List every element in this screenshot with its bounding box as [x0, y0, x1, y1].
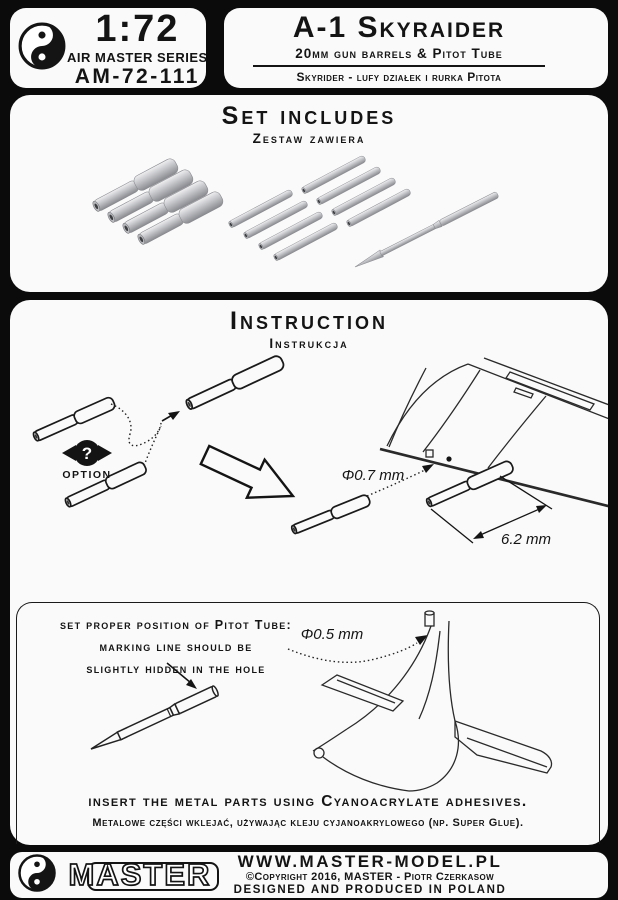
footer-info	[210, 852, 530, 898]
header-title-box	[224, 8, 608, 88]
large-gun-barrels	[90, 157, 225, 248]
instruction-panel	[10, 300, 608, 845]
thin-barrel-tubes	[228, 155, 412, 262]
copyright-text: ©Copyright 2016, MASTER - Piotr Czerkasow	[245, 871, 495, 884]
series-label: AIR MASTER SERIES	[67, 49, 208, 65]
assembled-barrel	[184, 354, 285, 412]
pitot-tube-part	[353, 191, 499, 270]
brand-name: MASTER	[68, 857, 212, 892]
instruction-title: Instruction	[230, 307, 388, 335]
scale-label: 1:72	[95, 7, 180, 50]
protrusion-length-label: 6.2 mm	[500, 531, 552, 548]
flow-arrow-icon	[162, 411, 180, 421]
adhesive-text-en: insert the metal parts using Cyanoacrylate adhesives.	[88, 793, 528, 810]
set-includes-title-pl: Zestaw zawiera	[252, 131, 366, 146]
title-divider	[253, 65, 545, 67]
pitot-hole-diameter-label: Φ0.5 mm	[300, 626, 364, 643]
barrel-to-insert	[290, 494, 371, 536]
pitot-note-text	[31, 615, 321, 681]
installed-barrel	[425, 460, 515, 510]
option-barrel-1	[32, 396, 117, 443]
made-in-text: DESIGNED AND PRODUCED IN POLAND	[233, 884, 507, 897]
barrel-assembly-diagram	[10, 346, 608, 600]
pitot-note-line2: marking line should be	[99, 639, 253, 654]
option-label: OPTION	[62, 469, 112, 481]
svg-text:?: ?	[81, 444, 93, 463]
wing-drawing	[380, 358, 608, 507]
pitot-tube-drawing	[89, 685, 220, 754]
instruction-title-pl: Instrukcja	[269, 336, 349, 351]
flow-dotted-lines	[111, 404, 161, 466]
header-brand-box	[10, 8, 206, 88]
pitot-note-line1: set proper position of Pitot Tube:	[59, 618, 293, 632]
pitot-note-line3: slightly hidden in the hole	[86, 661, 266, 676]
set-includes-panel	[10, 95, 608, 292]
brand-logo-icon	[17, 853, 57, 898]
pitot-section	[16, 602, 600, 844]
adhesive-note	[17, 793, 599, 829]
product-code: AM-72-111	[74, 64, 200, 88]
product-subtitle-en: 20mm gun barrels & Pitot Tube	[295, 45, 503, 61]
product-title: A-1 Skyraider	[292, 11, 506, 45]
parts-render-image	[29, 147, 589, 287]
brand-wordmark	[61, 855, 219, 895]
brand-logo-icon	[17, 21, 67, 76]
product-subtitle-pl: Skyrider - lufy działek i rurka Pitota	[296, 69, 502, 84]
footer-bar	[10, 852, 608, 898]
website-link[interactable]: WWW.MASTER-MODEL.PL	[237, 851, 503, 871]
big-arrow-icon	[196, 436, 302, 515]
gun-hole-diameter-label: Φ0.7 mm	[341, 467, 405, 484]
set-includes-title: Set includes	[221, 102, 397, 130]
option-question-icon	[62, 440, 112, 466]
adhesive-text-pl: Metalowe części wklejać, używając kleju cyjanoakrylowego (np. Super Glue).	[92, 817, 524, 829]
